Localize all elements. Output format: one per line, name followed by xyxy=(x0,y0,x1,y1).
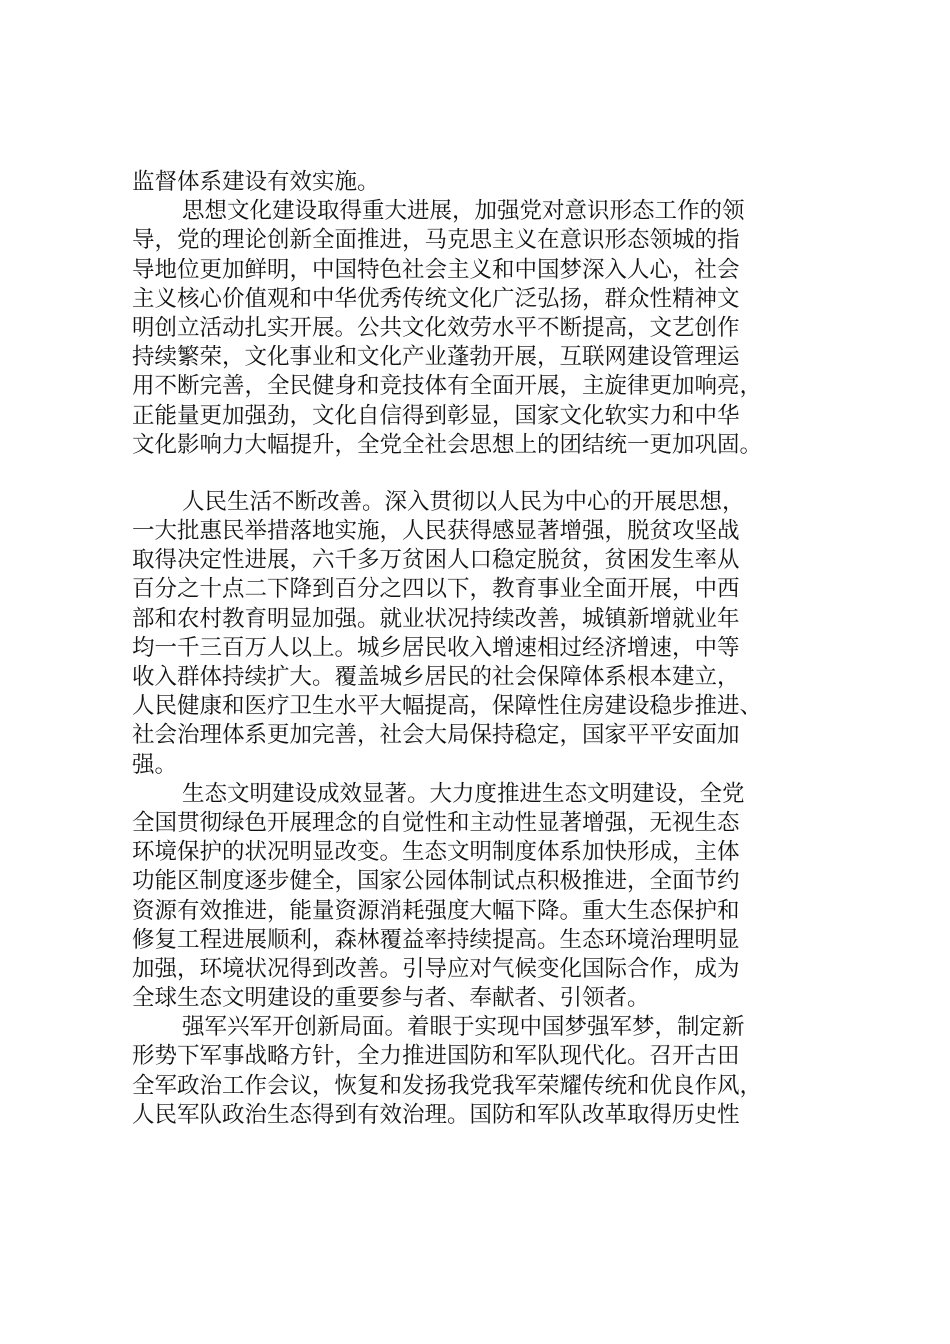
text-line: 人民军队政治生态得到有效治理。国防和军队改革取得历史性 xyxy=(132,1101,740,1128)
text-line: 人民健康和医疗卫生水平大幅提高，保障性住房建设稳步推进、 xyxy=(132,693,763,720)
text-line: 功能区制度逐步健全，国家公园体制试点积极推进，全面节约 xyxy=(132,868,740,895)
paragraph-ecological-civilization xyxy=(132,780,832,1014)
text-line: 一大批惠民举措落地实施，人民获得感显著增强，脱贫攻坚战 xyxy=(132,518,740,545)
text-line: 明创立活动扎实开展。公共文化效劳水平不断提高，文艺创作 xyxy=(132,314,740,341)
paragraph-military-strengthening xyxy=(132,1013,832,1130)
text-line: 持续繁荣，文化事业和文化产业蓬勃开展，互联网建设管理运 xyxy=(132,344,740,371)
text-line: 形势下军事战略方针，全力推进国防和军队现代化。召开古田 xyxy=(132,1043,740,1070)
text-line: 社会治理体系更加完善，社会大局保持稳定，国家平平安面加 xyxy=(132,722,740,749)
document-body xyxy=(132,168,832,1130)
text-line: 思想文化建设取得重大进展，加强党对意识形态工作的领 xyxy=(182,198,745,225)
text-line: 全球生态文明建设的重要参与者、奉献者、引领者。 xyxy=(132,985,650,1012)
text-line: 导地位更加鲜明，中国特色社会主义和中国梦深入人心，社会 xyxy=(132,256,740,283)
text-line: 均一千三百万人以上。城乡居民收入增速相过经济增速，中等 xyxy=(132,634,740,661)
text-line: 人民生活不断改善。深入贯彻以人民为中心的开展思想， xyxy=(182,488,745,515)
text-line: 百分之十点二下降到百分之四以下，教育事业全面开展，中西 xyxy=(132,576,740,603)
text-line: 修复工程进展顺利，森林覆益率持续提高。生态环境治理明显 xyxy=(132,926,740,953)
paragraph-people-livelihood xyxy=(132,488,832,780)
text-line: 文化影响力大幅提升，全党全社会思想上的团结统一更加巩固。 xyxy=(132,431,763,458)
text-line: 加强，环境状况得到改善。引导应对气候变化国际合作，成为 xyxy=(132,955,740,982)
paragraph-ideology-culture xyxy=(132,197,832,460)
text-line: 资源有效推进，能量资源消耗强度大幅下降。重大生态保护和 xyxy=(132,897,740,924)
text-line: 环境保护的状况明显改变。生态文明制度体系加快形成，主体 xyxy=(132,839,740,866)
text-line: 正能量更加强劲，文化自信得到彰显，国家文化软实力和中华 xyxy=(132,402,740,429)
text-line: 强军兴军开创新局面。着眼于实现中国梦强军梦，制定新 xyxy=(182,1014,745,1041)
text-line: 用不断完善，全民健身和竞技体有全面开展，主旋律更加响亮， xyxy=(132,373,763,400)
text-line: 全国贯彻绿色开展理念的自觉性和主动性显著增强，无视生态 xyxy=(132,809,740,836)
text-line: 导，党的理论创新全面推进，马克思主义在意识形态领城的指 xyxy=(132,227,740,254)
text-line: 主义核心价值观和中华优秀传统文化广泛弘扬，群众性精神文 xyxy=(132,285,740,312)
text-line: 监督体系建设有效实施。 xyxy=(132,169,380,195)
text-line: 生态文明建设成效显著。大力度推进生态文明建设，全党 xyxy=(182,780,745,807)
text-line: 全军政治工作会议，恢复和发扬我党我军荣耀传统和优良作风， xyxy=(132,1072,763,1099)
text-line: 强。 xyxy=(132,751,178,778)
paragraph-oversight-system xyxy=(132,168,832,197)
text-line: 部和农村教育明显加强。就业状况持续改善，城镇新增就业年 xyxy=(132,605,740,632)
text-line: 取得决定性进展，六千多万贫困人口稳定脱贫，贫困发生率从 xyxy=(132,547,740,574)
text-line: 收入群体持续扩大。覆盖城乡居民的社会保障体系根本建立， xyxy=(132,664,740,690)
